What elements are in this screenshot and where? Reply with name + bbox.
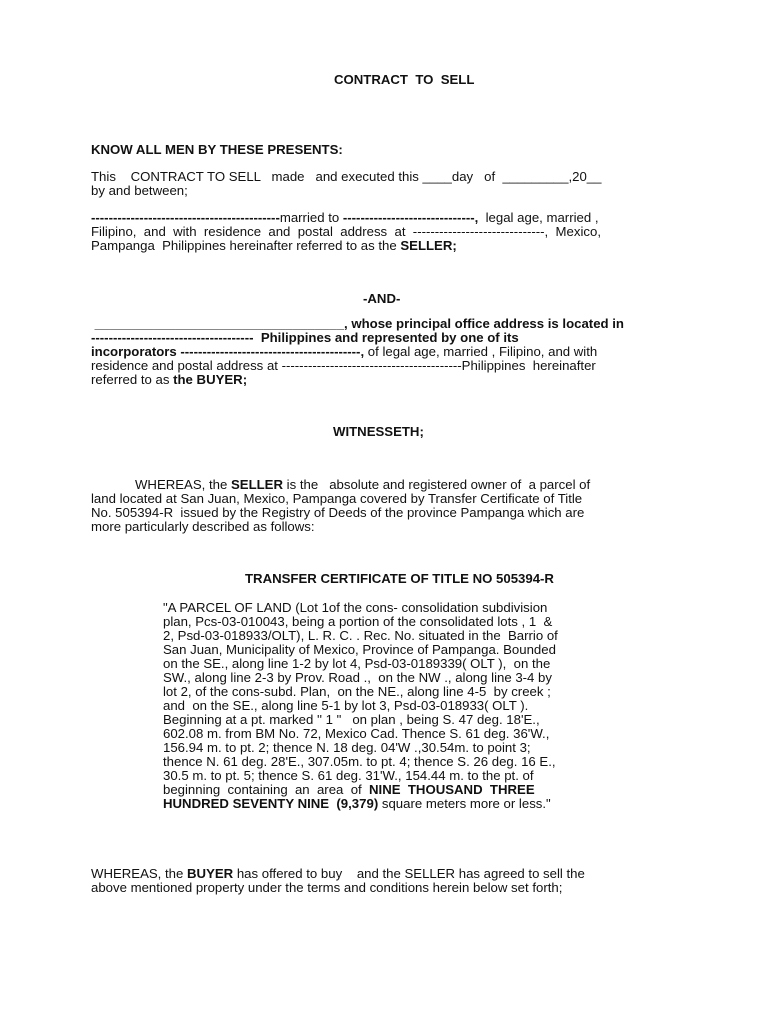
buyer-line-5-text: referred to as — [91, 372, 174, 387]
buyer-line-2: ------------------------------------- Philippines and represented by one of its — [91, 330, 519, 345]
witnesseth-heading: WITNESSETH; — [333, 424, 424, 439]
and-separator: -AND- — [363, 291, 401, 306]
seller-line-3 — [91, 238, 457, 253]
whereas-1-line-3: No. 505394-R issued by the Registry of Deeds of the province Pampanga which are — [91, 505, 585, 520]
whereas-2-line-2: above mentioned property under the terms and conditions herein below set forth; — [91, 880, 563, 895]
parcel-line: 156.94 m. to pt. 2; thence N. 18 deg. 04'W .,30.54m. to point 3; — [163, 740, 531, 755]
parcel-line: "A PARCEL OF LAND (Lot 1of the cons- consolidation subdivision — [163, 600, 548, 615]
whereas-1-line-4: more particularly described as follows: — [91, 519, 315, 534]
tct-heading: TRANSFER CERTIFICATE OF TITLE NO 505394-R — [245, 571, 554, 586]
parcel-area-lead: beginning containing an area of — [163, 782, 370, 797]
whereas-1-line-2: land located at San Juan, Mexico, Pampanga covered by Transfer Certificate of Title — [91, 491, 583, 506]
whereas-2-buyer: BUYER — [187, 866, 234, 881]
parcel-area-line-1 — [163, 782, 535, 797]
seller-line-1 — [91, 210, 599, 225]
parcel-line: thence N. 61 deg. 28'E., 307.05m. to pt. 4; thence S. 26 deg. 16 E., — [163, 754, 556, 769]
contract-title: CONTRACT TO SELL — [334, 72, 475, 87]
seller-line-2: Filipino, and with residence and postal address at ------------------------------, Mexico, — [91, 224, 601, 239]
whereas-2-rest: has offered to buy and the SELLER has agreed to sell the — [233, 866, 585, 881]
parcel-area-line-2 — [163, 796, 551, 811]
parcel-line: 2, Psd-03-018933/OLT), L. R. C. . Rec. No. situated in the Barrio of — [163, 628, 558, 643]
parcel-area-tail: square meters more or less." — [378, 796, 551, 811]
whereas-2-line-1 — [91, 866, 585, 881]
parcel-line: plan, Pcs-03-010043, being a portion of the consolidated lots , 1 & — [163, 614, 553, 629]
buyer-line-1: __________________________________, whose principal office address is located in — [91, 316, 624, 331]
parcel-line: and on the SE., along line 5-1 by lot 3, Psd-03-018933( OLT ). — [163, 698, 529, 713]
spouse-name-blank: ------------------------------, — [342, 210, 479, 225]
whereas-1-seller: SELLER — [230, 477, 284, 492]
seller-name-blank: ------------------------------------------- — [91, 210, 280, 225]
incorporators-blank: incorporators -----------------------------------------, — [91, 344, 365, 359]
parcel-line: 602.08 m. from BM No. 72, Mexico Cad. Thence S. 61 deg. 36'W., — [163, 726, 550, 741]
buyer-label: the BUYER; — [173, 372, 248, 387]
parcel-line: 30.5 m. to pt. 5; thence S. 61 deg. 31'W., 154.44 m. to the pt. of — [163, 768, 534, 783]
parcel-line: SW., along line 2-3 by Prov. Road ., on the NW ., along line 3-4 by — [163, 670, 552, 685]
buyer-line-4: residence and postal address at -----------------------------------------Philippines hereinafter — [91, 358, 596, 373]
buyer-line-5 — [91, 372, 247, 387]
whereas-2-lead: WHEREAS, the — [91, 866, 188, 881]
intro-line-1: This CONTRACT TO SELL made and executed this ____day of _________,20__ — [91, 169, 602, 184]
buyer-line-3 — [91, 344, 597, 359]
parcel-area-words-1: NINE THOUSAND THREE — [369, 782, 535, 797]
parcel-line: San Juan, Municipality of Mexico, Province of Pampanga. Bounded — [163, 642, 556, 657]
seller-line-3-text: Pampanga Philippines hereinafter referred to as the — [91, 238, 401, 253]
parcel-line: Beginning at a pt. marked '' 1 " on plan , being S. 47 deg. 18'E., — [163, 712, 540, 727]
intro-line-2: by and between; — [91, 183, 188, 198]
parcel-line: on the SE., along line 1-2 by lot 4, Psd-03-0189339( OLT ), on the — [163, 656, 551, 671]
seller-line-1-tail: legal age, married , — [478, 210, 599, 225]
seller-label: SELLER; — [400, 238, 457, 253]
whereas-1-rest: is the absolute and registered owner of a parcel of — [283, 477, 591, 492]
married-to-text: married to — [279, 210, 343, 225]
parcel-area-words-2: HUNDRED SEVENTY NINE (9,379) — [163, 796, 379, 811]
whereas-1-line-1 — [91, 477, 590, 492]
whereas-1-lead: WHEREAS, the — [91, 477, 231, 492]
parcel-line: lot 2, of the cons-subd. Plan, on the NE., along line 4-5 by creek ; — [163, 684, 551, 699]
salutation-heading: KNOW ALL MEN BY THESE PRESENTS: — [91, 142, 343, 157]
buyer-line-3-rest: of legal age, married , Filipino, and with — [364, 344, 598, 359]
